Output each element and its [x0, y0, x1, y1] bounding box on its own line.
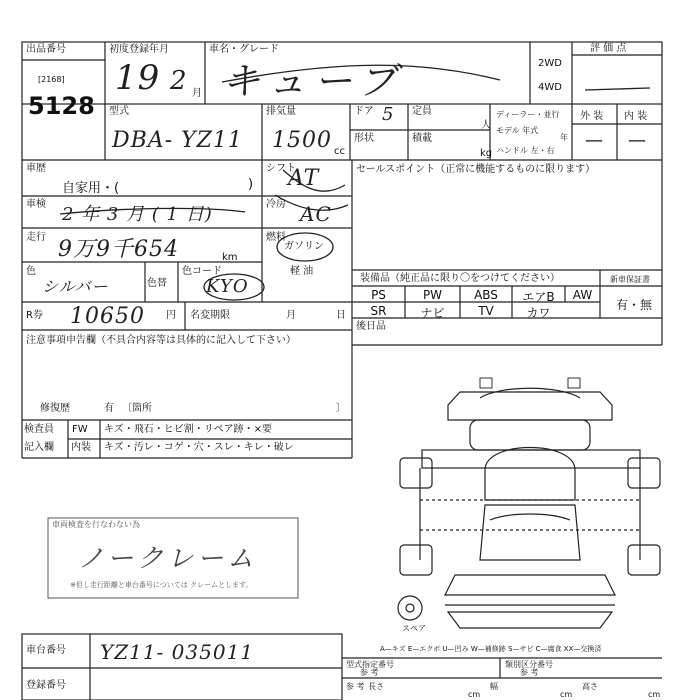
history-close: ): [248, 177, 254, 192]
stamp-line-2: ※但し走行距離と車台番号については クレームとします。: [70, 581, 253, 589]
doors-label: ドア: [354, 106, 374, 117]
fuel-value-diesel: 軽 油: [290, 266, 314, 277]
color-change-label: 色替: [147, 278, 167, 289]
mileage-label: 走行: [26, 232, 46, 243]
color-label: 色: [26, 266, 36, 277]
car-name: キューブ: [222, 59, 405, 103]
color-value: シルバー: [42, 277, 109, 296]
displacement-value: 1500: [272, 128, 332, 153]
interior-row-label: 内装: [71, 442, 91, 453]
stamp-line-1: 車両検査を行なわない為: [52, 520, 140, 529]
name-change-day: 日: [336, 310, 346, 321]
repair-close: 〕: [336, 403, 346, 414]
displacement-label: 排気量: [266, 106, 296, 117]
height-label: 高さ: [582, 682, 598, 691]
recycle-value: 10650: [70, 304, 145, 329]
length-label: 長さ: [368, 682, 384, 691]
equipment-ps: PS: [371, 288, 386, 302]
name-change-month: 月: [286, 310, 296, 321]
notes-label: 注意事項申告欄（不具合内容等は具体的に記入して下さい）: [26, 335, 296, 346]
interior-label: 内 装: [624, 111, 648, 122]
shape-label: 形状: [354, 133, 374, 144]
fuel-label: 燃料: [266, 232, 286, 243]
exterior-value: —: [585, 130, 603, 151]
mileage-value: 9万9千654: [58, 237, 179, 262]
lot-code: [2168]: [38, 75, 65, 84]
registration-label: 登録番号: [26, 680, 66, 691]
interior-items: キズ・汚レ・コゲ・穴・スレ・キレ・破レ: [104, 442, 294, 453]
length-unit: cm: [468, 690, 481, 699]
shift-label: シフト: [266, 163, 296, 174]
exterior-label: 外 装: [580, 111, 604, 122]
equipment-sr: SR: [370, 304, 387, 318]
model-label: 型式: [109, 106, 129, 117]
equipment-aw: AW: [572, 288, 593, 302]
fw-items: キズ・飛石・ヒビ割・リペア跡・×要: [104, 424, 272, 435]
equipment-navi: ナビ: [420, 306, 445, 320]
lot-number: 5128: [28, 92, 95, 120]
load-unit: kg: [480, 148, 493, 159]
chassis-value: YZ11- 035011: [100, 640, 255, 664]
lot-number-label: 出品番号: [26, 44, 66, 55]
shift-value: AT: [288, 166, 320, 191]
inspector-label-1: 検査員: [24, 424, 54, 435]
car-damage-diagram: [398, 388, 660, 628]
fuel-value-gasoline: ガソリン: [284, 241, 324, 252]
model-value: DBA- YZ11: [112, 128, 243, 153]
equipment-leather: カワ: [526, 306, 551, 320]
model-year-label: モデル 年式: [496, 126, 539, 135]
displacement-unit: cc: [334, 146, 345, 157]
recycle-label: R券: [26, 310, 43, 321]
doors-value: 5: [382, 104, 395, 125]
ac-label: 冷房: [266, 199, 286, 210]
inspection-label: 車検: [26, 199, 46, 210]
height-unit: cm: [648, 690, 661, 699]
inspector-label-2: 記入欄: [24, 442, 54, 453]
equipment-pw: PW: [422, 288, 443, 302]
dealer-label: ディーラー・並行: [496, 110, 560, 119]
type-designation-label: 型式指定番号: [346, 660, 394, 669]
first-registration-label: 初度登録年月: [109, 44, 169, 55]
fw-label: FW: [72, 424, 88, 435]
damage-legend: A—キズ E—エクボ U—凹み W—補修跡 S—サビ C—腐食 XX—交換済: [380, 645, 602, 653]
color-code-value: KYO: [206, 276, 249, 297]
class-label: 類別区分番号: [505, 660, 553, 669]
car-name-label: 車名・グレード: [209, 44, 279, 55]
spare-label: スペア: [402, 624, 426, 633]
repair-history-value: 有: [104, 403, 114, 414]
mileage-unit: km: [222, 252, 238, 263]
interior-value: —: [628, 130, 646, 151]
ac-value: AC: [300, 202, 332, 226]
recycle-unit: 円: [166, 310, 176, 321]
equipment-label: 装備品（純正品に限り〇をつけてください）: [360, 273, 560, 284]
history-label: 車歴: [26, 163, 46, 174]
rating-value: [610, 64, 624, 80]
new-car-warranty-label: 新車保証書: [610, 275, 650, 284]
handle-label: ハンドル 左・右: [496, 146, 555, 155]
no-claim-stamp: ノークレーム: [78, 544, 258, 574]
chassis-label: 車台番号: [26, 645, 66, 656]
width-label: 幅: [490, 682, 498, 691]
equipment-airbag: エアB: [522, 290, 555, 304]
class-ref: 参 考: [520, 668, 539, 677]
warranty-value: 有・無: [616, 298, 653, 312]
load-label: 積載: [412, 133, 432, 144]
first-registration-year: 19: [115, 58, 161, 98]
repair-history-label: 修復歴: [40, 403, 70, 414]
dims-ref: 参 考: [346, 682, 365, 691]
drive-4wd: 4WD: [538, 82, 562, 93]
equipment-abs: ABS: [474, 288, 498, 302]
rating-label: 評 価 点: [590, 43, 627, 54]
history-value: 自家用・(: [62, 181, 120, 196]
name-change-label: 名変期限: [190, 310, 230, 321]
after-date-label: 後日品: [356, 321, 386, 332]
type-designation-ref: 参 考: [360, 668, 379, 677]
drive-2wd: 2WD: [538, 58, 562, 69]
capacity-unit: 人: [481, 120, 491, 131]
color-code-label: 色コード: [182, 266, 222, 277]
sales-points-label: セールスポイント（正常に機能するものに限ります）: [356, 164, 596, 175]
month-unit: 月: [192, 88, 202, 99]
inspection-value: 2 年 3 月 ( 1 日): [62, 204, 213, 225]
first-registration-month: 2: [170, 66, 188, 96]
capacity-label: 定員: [412, 106, 432, 117]
repair-place-label: 〔箇所: [122, 403, 152, 414]
width-unit: cm: [560, 690, 573, 699]
year-unit: 年: [560, 133, 568, 142]
equipment-tv: TV: [478, 304, 494, 318]
